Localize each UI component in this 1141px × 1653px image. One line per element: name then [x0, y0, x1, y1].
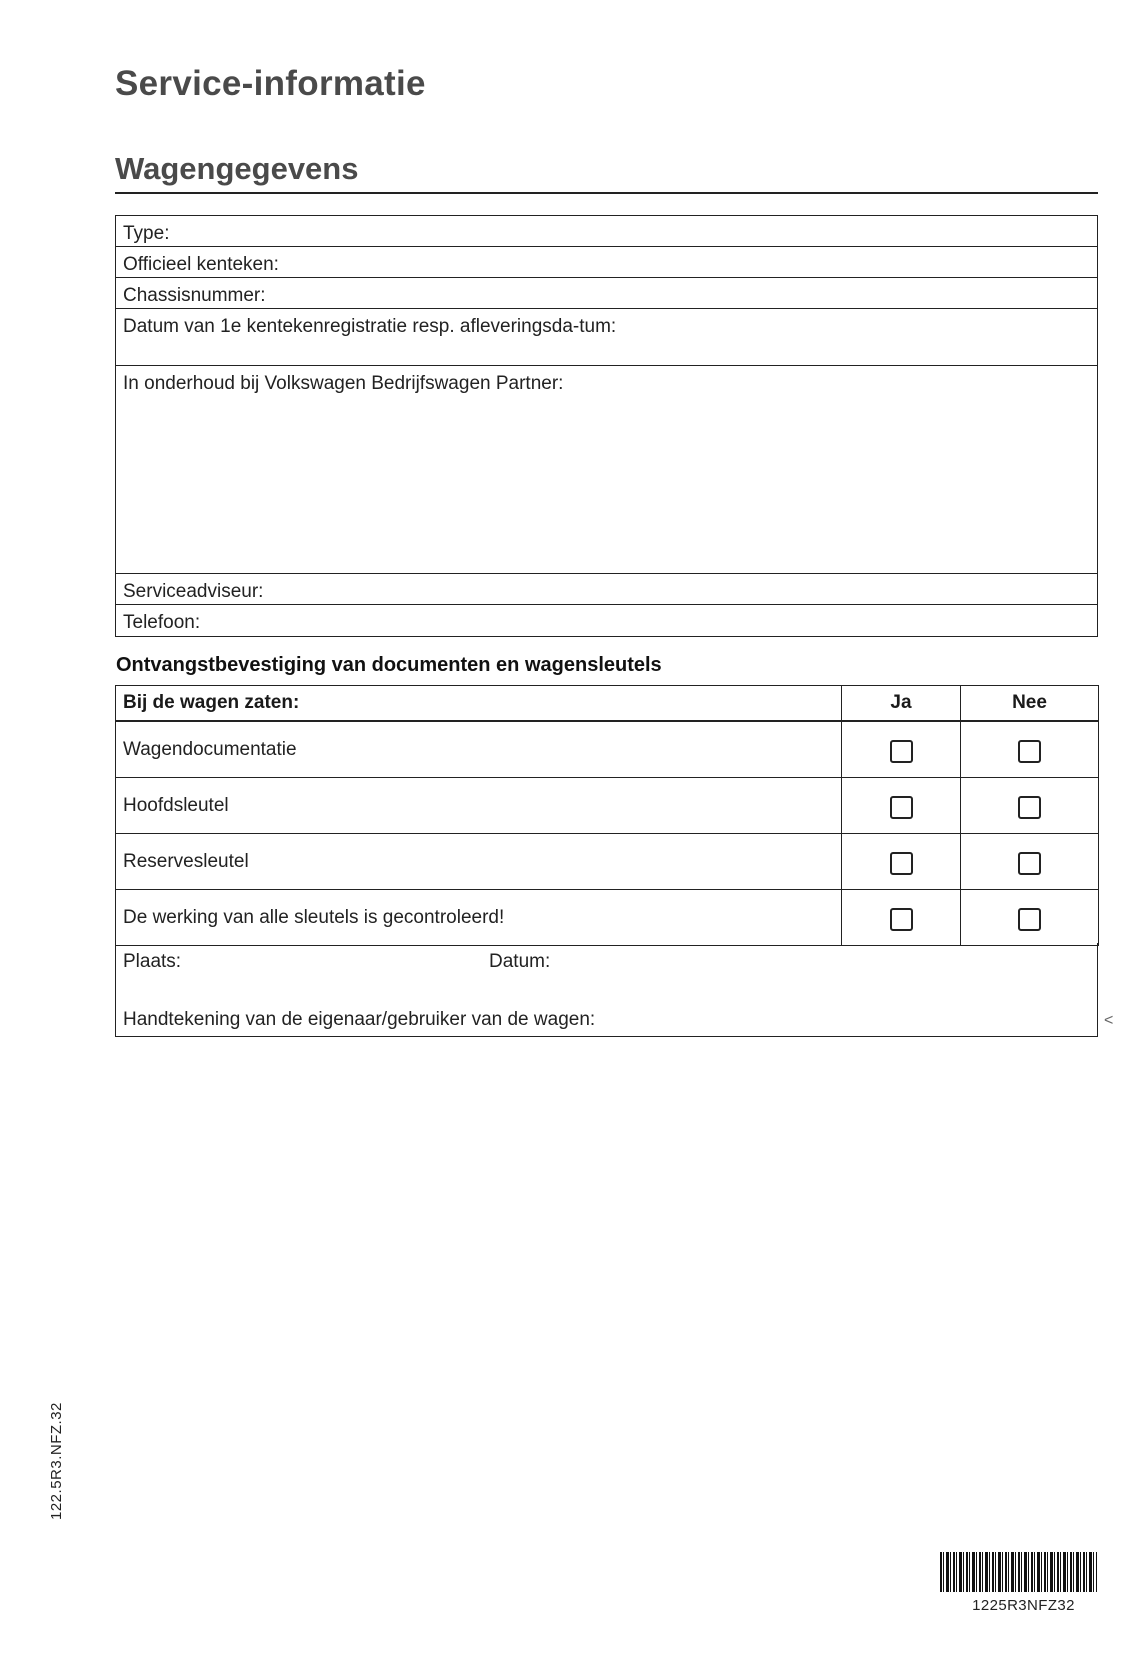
barcode	[940, 1552, 1097, 1592]
section-title: Wagengegevens	[115, 151, 359, 186]
header-item: Bij de wagen zaten:	[116, 686, 842, 722]
signature-box	[115, 943, 1098, 1037]
vehicle-data-form	[115, 215, 1098, 637]
phone-label: Telefoon:	[123, 612, 201, 633]
chassis-field[interactable]	[116, 278, 1097, 309]
table-row	[116, 890, 1099, 946]
partner-field[interactable]	[116, 366, 1097, 574]
receipt-table	[115, 685, 1099, 946]
row-label-spare-key: Reservesleutel	[116, 834, 842, 890]
header-yes: Ja	[842, 686, 961, 722]
table-row	[116, 834, 1099, 890]
service-advisor-field[interactable]	[116, 574, 1097, 605]
spare-key-yes-checkbox[interactable]	[890, 852, 913, 875]
phone-field[interactable]	[116, 605, 1097, 636]
side-document-code: 122.5R3.NFZ.32	[48, 1402, 65, 1520]
receipt-header-row	[116, 686, 1099, 722]
documentation-no-checkbox[interactable]	[1018, 740, 1041, 763]
main-key-yes-checkbox[interactable]	[890, 796, 913, 819]
section-divider	[115, 192, 1098, 194]
barcode-text: 1225R3NFZ32	[972, 1597, 1075, 1614]
type-field[interactable]	[116, 216, 1097, 247]
date-field[interactable]: Datum:	[489, 951, 551, 972]
partner-label: In onderhoud bij Volkswagen Bedrijfswagen Partner:	[123, 373, 564, 394]
receipt-title: Ontvangstbevestiging van documenten en wagensleutels	[116, 654, 662, 676]
registration-field[interactable]	[116, 247, 1097, 278]
registration-label: Officieel kenteken:	[123, 254, 279, 275]
spare-key-no-checkbox[interactable]	[1018, 852, 1041, 875]
first-registration-field[interactable]	[116, 309, 1097, 366]
chassis-label: Chassisnummer:	[123, 285, 266, 306]
margin-mark: <	[1104, 1012, 1114, 1029]
table-row	[116, 721, 1099, 778]
table-row	[116, 778, 1099, 834]
service-advisor-label: Serviceadviseur:	[123, 581, 264, 602]
keys-checked-yes-checkbox[interactable]	[890, 908, 913, 931]
first-registration-label: Datum van 1e kentekenregistratie resp. afleveringsda-tum:	[123, 316, 617, 337]
documentation-yes-checkbox[interactable]	[890, 740, 913, 763]
header-no: Nee	[961, 686, 1099, 722]
row-label-documentation: Wagendocumentatie	[116, 721, 842, 778]
row-label-keys-checked: De werking van alle sleutels is gecontroleerd!	[116, 890, 842, 946]
type-label: Type:	[123, 223, 170, 244]
page-title: Service-informatie	[115, 64, 426, 103]
signature-field[interactable]: Handtekening van de eigenaar/gebruiker van de wagen:	[123, 1009, 596, 1030]
keys-checked-no-checkbox[interactable]	[1018, 908, 1041, 931]
main-key-no-checkbox[interactable]	[1018, 796, 1041, 819]
row-label-main-key: Hoofdsleutel	[116, 778, 842, 834]
place-field[interactable]: Plaats:	[123, 951, 182, 972]
